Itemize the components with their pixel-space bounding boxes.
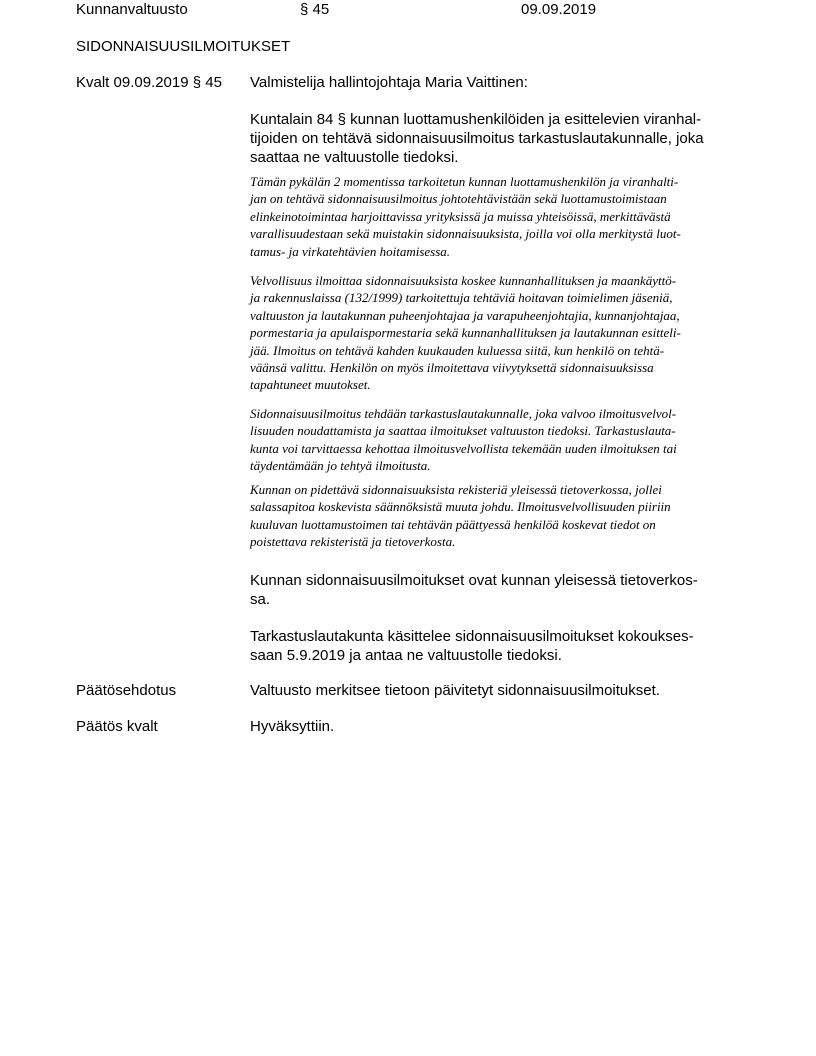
- network-paragraph: [250, 571, 750, 609]
- quote-line: Sidonnaisuusilmoitus tehdään tarkastuslautakunnalle, joka valvoo ilmoitusvelvol-: [250, 406, 677, 421]
- quote-line: väänsä valittu. Henkilön on myös ilmoitettava viivytyksettä sidonnaisuuksissa: [250, 360, 654, 376]
- proposal-label: Päätösehdotus: [76, 682, 177, 699]
- quote-line: tamus- ja virkatehtävien hoitamisessa.: [250, 243, 451, 259]
- document-title: SIDONNAISUUSILMOITUKSET: [76, 38, 291, 55]
- quote-line: valtuuston ja lautakunnan puheenjohtajaa ja varapuheenjohtajia, kunnanjohtajaa,: [250, 307, 680, 323]
- quote-line: salassapitoa koskevista säännöksistä muuta johdu. Ilmoitusvelvollisuuden piiriin: [250, 499, 671, 515]
- quote-line: pormestaria ja apulaispormestaria sekä kunnanhallituksen ja lautakunnan esitteli-: [250, 325, 681, 341]
- quote-line: Kunnan on pidettävä sidonnaisuuksista rekisteriä yleisessä tietoverkossa, jollei: [250, 482, 662, 497]
- quote-line: varallisuudestaan sekä muistakin sidonnaisuuksista, joilla voi olla merkitystä luot-: [250, 226, 681, 242]
- board-paragraph: [250, 627, 750, 665]
- text-line: sa.: [250, 591, 271, 608]
- text-line: tijoiden on tehtävä sidonnaisuusilmoitus tarkastuslautakunnalle, joka: [250, 130, 704, 147]
- quote-line: kunta voi tarvittaessa kehottaa ilmoitusvelvollista tekemään uuden ilmoituksen tai: [250, 440, 677, 456]
- text-line: saan 5.9.2019 ja antaa ne valtuustolle tiedoksi.: [250, 647, 562, 664]
- header-date: 09.09.2019: [521, 1, 597, 18]
- quote-line: jää. Ilmoitus on tehtävä kahden kuukauden kuluessa siitä, kun henkilö on tehtä-: [250, 342, 665, 358]
- law-quote-2: [250, 272, 750, 394]
- text-line: Kunnan sidonnaisuusilmoitukset ovat kunnan yleisessä tietoverkos-: [250, 572, 698, 589]
- quote-line: poistettava rekisteristä ja tietoverkosta.: [250, 534, 456, 550]
- law-quote-3: [250, 405, 750, 475]
- header-section: § 45: [300, 1, 330, 18]
- quote-line: kuuluvan luottamustoimen tai tehtävän päättyessä henkilöä koskevat tiedot on: [250, 516, 656, 532]
- quote-line: Velvollisuus ilmoittaa sidonnaisuuksista koskee kunnanhallituksen ja maankäyttö-: [250, 273, 677, 288]
- quote-line: ja rakennuslaissa (132/1999) tarkoitettuja tehtäviä hoitavan toimielimen jäseniä,: [250, 290, 673, 306]
- law-quote-4: [250, 481, 750, 551]
- proposal-text: Valtuusto merkitsee tietoon päivitetyt sidonnaisuusilmoitukset.: [250, 682, 660, 699]
- header-body: Kunnanvaltuusto: [76, 1, 188, 18]
- law-quote-1: [250, 173, 750, 260]
- quote-line: elinkeinotoimintaa harjoittavissa yrityksissä ja muissa yhteisöissä, merkittävästä: [250, 208, 671, 224]
- quote-line: lisuuden noudattamista ja saattaa ilmoitukset valtuuston tiedoksi. Tarkastuslauta-: [250, 423, 676, 439]
- meeting-reference: Kvalt 09.09.2019 § 45: [76, 74, 222, 91]
- text-line: Tarkastuslautakunta käsittelee sidonnaisuusilmoitukset kokoukses-: [250, 628, 694, 645]
- text-line: saattaa ne valtuustolle tiedoksi.: [250, 149, 459, 166]
- quote-line: Tämän pykälän 2 momentissa tarkoitetun kunnan luottamushenkilön ja viranhalti-: [250, 174, 679, 189]
- quote-line: tapahtuneet muutokset.: [250, 377, 371, 393]
- decision-label: Päätös kvalt: [76, 718, 158, 735]
- intro-paragraph: [250, 110, 750, 167]
- preparer-line: Valmistelija hallintojohtaja Maria Vaittinen:: [250, 74, 528, 91]
- quote-line: täydentämään jo tehtyä ilmoitusta.: [250, 458, 431, 474]
- text-line: Kuntalain 84 § kunnan luottamushenkilöiden ja esittelevien viranhal-: [250, 111, 702, 128]
- quote-line: jan on tehtävä sidonnaisuusilmoitus johtotehtävistään sekä luottamustoimistaan: [250, 191, 667, 207]
- decision-text: Hyväksyttiin.: [250, 718, 335, 735]
